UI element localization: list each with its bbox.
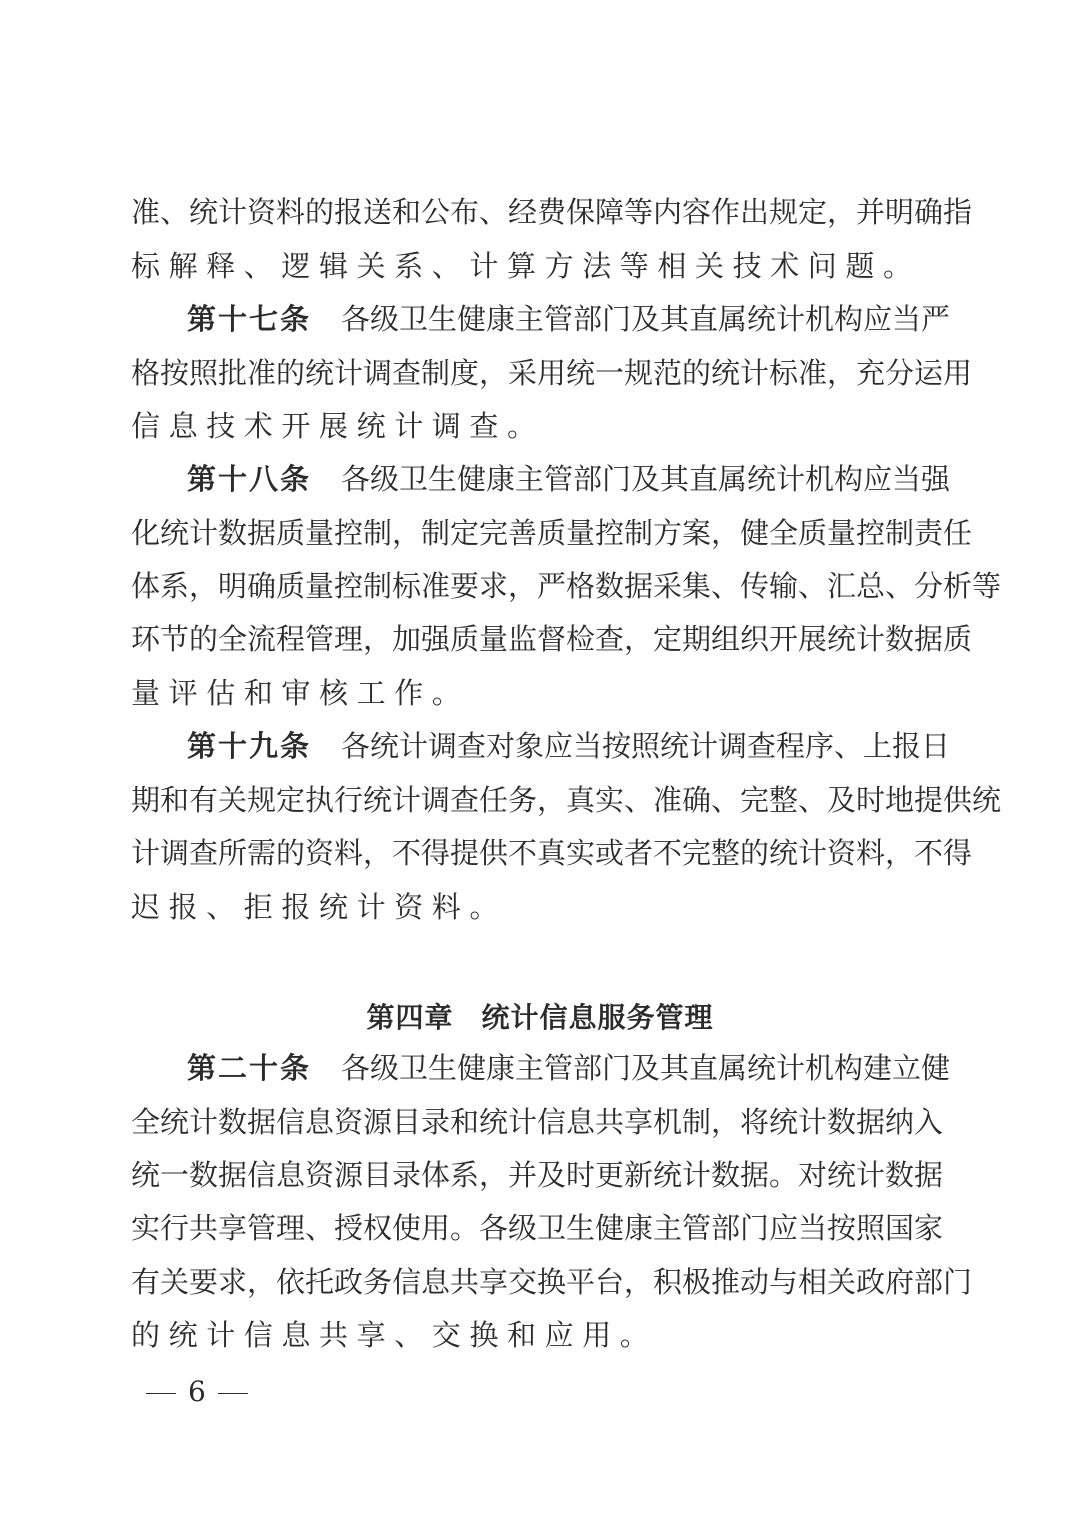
text-line: 统一数据信息资源目录体系，并及时更新统计数据。对统计数据 <box>131 1158 944 1192</box>
chapter-heading <box>0 996 1080 1040</box>
chapter-title: 统计信息服务管理 <box>481 1001 714 1034</box>
article-17-first-line <box>187 299 951 339</box>
text-line: 计调查所需的资料，不得提供不真实或者不完整的统计资料，不得 <box>131 836 973 870</box>
article-18-label: 第十八条 <box>187 462 312 496</box>
chapter-number: 第四章 <box>366 1001 454 1034</box>
page-number <box>146 1372 248 1412</box>
text-line: 化统计数据质量控制，制定完善质量控制方案，健全质量控制责任 <box>131 516 973 550</box>
text-line: 格按照批准的统计调查制度，采用统一规范的统计标准，充分运用 <box>131 356 973 390</box>
text-line: 有关要求，依托政务信息共享交换平台，积极推动与相关政府部门 <box>131 1265 973 1299</box>
text-line: 信息技术开展统计调查。 <box>131 409 545 443</box>
text-line: 各级卫生健康主管部门及其直属统计机构应当强 <box>341 462 951 496</box>
text-line: 实行共享管理、授权使用。各级卫生健康主管部门应当按照国家 <box>131 1211 944 1245</box>
text-line: 各级卫生健康主管部门及其直属统计机构应当严 <box>341 302 951 336</box>
text-line: 全统计数据信息资源目录和统计信息共享机制，将统计数据纳入 <box>131 1105 944 1139</box>
text-line: 量评估和审核工作。 <box>131 676 470 710</box>
text-line: 各统计调查对象应当按照统计调查程序、上报日 <box>341 729 951 763</box>
text-line: 的统计信息共享、交换和应用。 <box>131 1318 658 1352</box>
page-number-value: 6 <box>188 1375 206 1408</box>
article-20-first-line <box>187 1048 951 1088</box>
article-19-label: 第十九条 <box>187 729 312 763</box>
article-19-first-line <box>187 726 951 766</box>
dash-right <box>218 1393 248 1394</box>
article-20-label: 第二十条 <box>187 1051 312 1085</box>
text-line: 标解释、逻辑关系、计算方法等相关技术问题。 <box>131 249 921 283</box>
text-line: 各级卫生健康主管部门及其直属统计机构建立健 <box>341 1051 951 1085</box>
text-line: 环节的全流程管理，加强质量监督检查，定期组织开展统计数据质 <box>131 622 973 656</box>
text-line: 期和有关规定执行统计调查任务，真实、准确、完整、及时地提供统 <box>131 783 1002 817</box>
text-line: 迟报、拒报统计资料。 <box>131 890 508 924</box>
article-17-label: 第十七条 <box>187 302 312 336</box>
text-line: 准、统计资料的报送和公布、经费保障等内容作出规定，并明确指 <box>131 195 973 229</box>
text-line: 体系，明确质量控制标准要求，严格数据采集、传输、汇总、分析等 <box>131 569 1002 603</box>
dash-left <box>146 1393 176 1394</box>
article-18-first-line <box>187 459 951 499</box>
